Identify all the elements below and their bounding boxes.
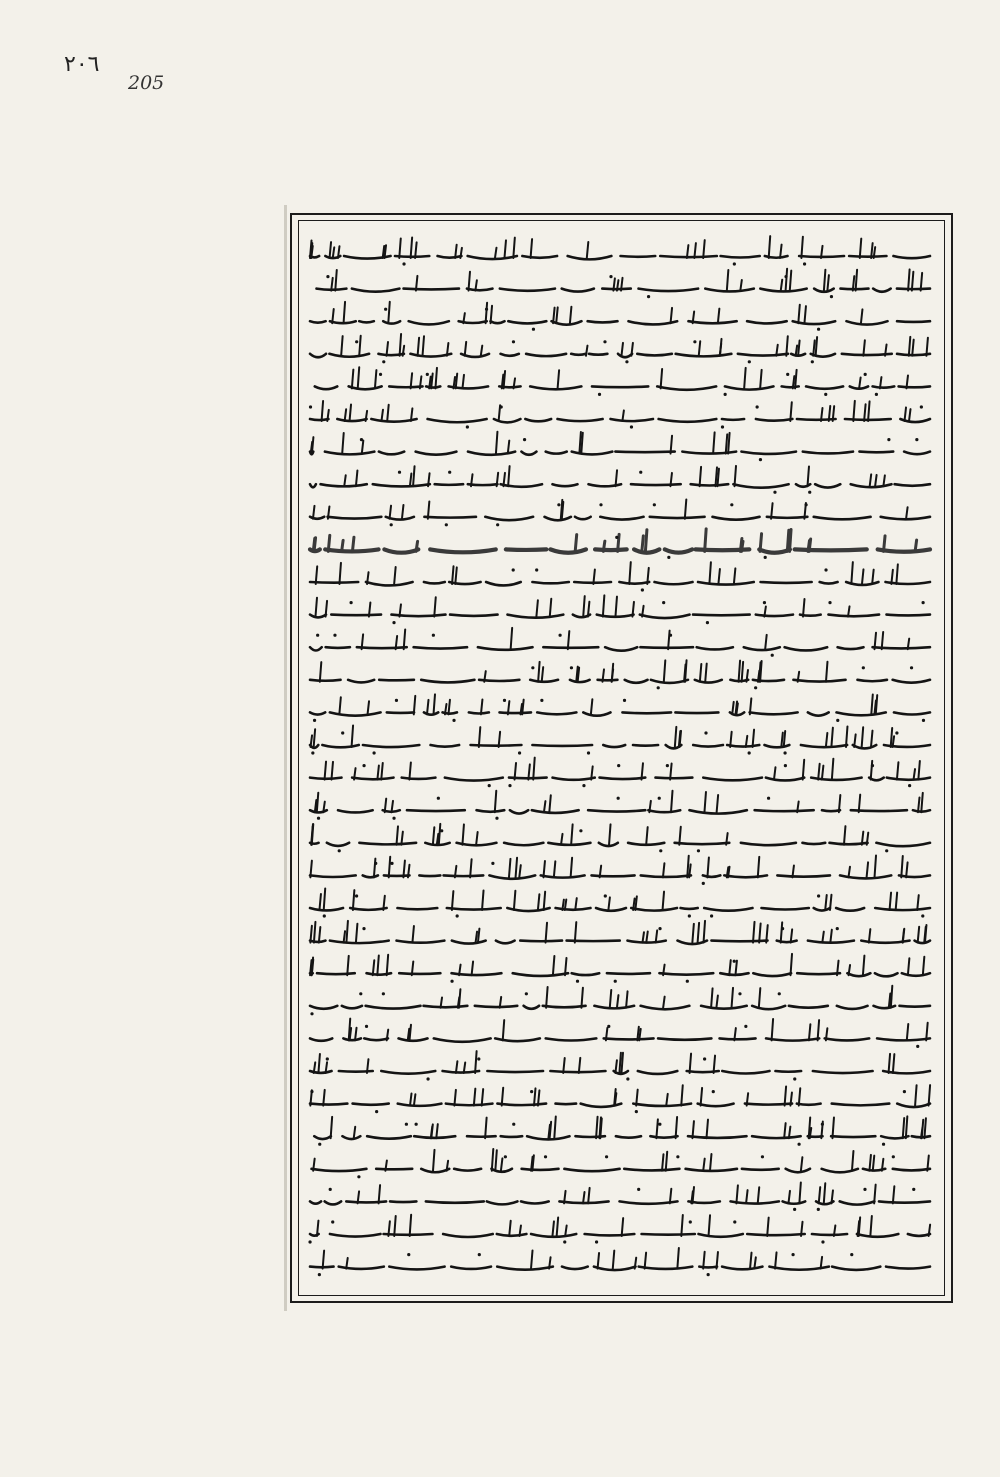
- script-line: [310, 888, 930, 917]
- script-line: [310, 660, 930, 689]
- script-line: [310, 595, 930, 624]
- manuscript-text-block: [304, 228, 934, 1288]
- script-line: [310, 725, 930, 754]
- script-line: [310, 824, 930, 852]
- script-line: [310, 562, 930, 592]
- script-line: [310, 432, 930, 461]
- page-edge-shadow: [284, 205, 287, 1311]
- script-line: [310, 1085, 930, 1113]
- script-line: [310, 1182, 930, 1211]
- script-line: [310, 466, 930, 494]
- handwritten-script: [304, 228, 934, 1288]
- script-line: [310, 334, 930, 363]
- script-line: [310, 791, 930, 820]
- script-line: [317, 269, 930, 298]
- script-line: [310, 529, 930, 559]
- script-line: [310, 954, 930, 983]
- script-line: [314, 1116, 930, 1145]
- script-line: [310, 499, 930, 526]
- script-line: [310, 1051, 930, 1080]
- script-line: [310, 1248, 930, 1276]
- script-line: [315, 367, 930, 396]
- script-line: [310, 921, 930, 944]
- script-line: [310, 986, 930, 1016]
- folio-number-arabic: ٢٠٦: [64, 52, 100, 77]
- script-line: [308, 1215, 930, 1244]
- script-line: [310, 758, 930, 788]
- script-line: [310, 856, 930, 885]
- script-line: [310, 628, 930, 657]
- script-line: [310, 302, 930, 331]
- script-line: [309, 401, 930, 429]
- script-line: [310, 236, 930, 265]
- script-line: [310, 694, 930, 722]
- script-line: [312, 1149, 930, 1178]
- folio-number-latin: 205: [128, 72, 165, 94]
- script-line: [310, 1019, 930, 1048]
